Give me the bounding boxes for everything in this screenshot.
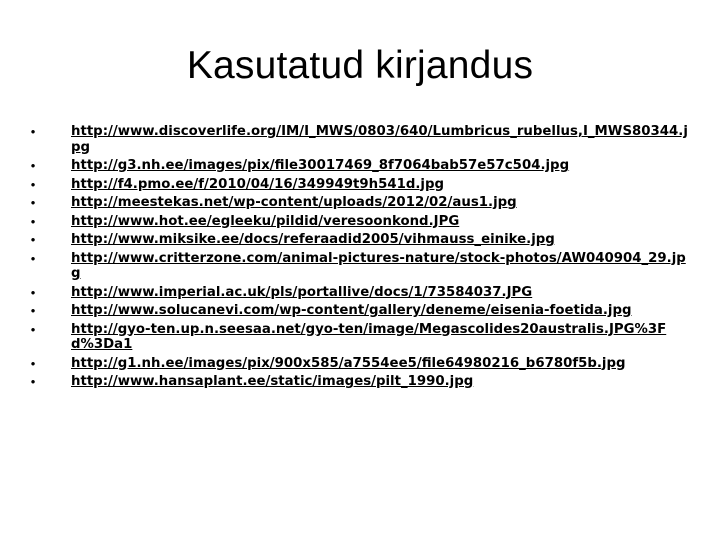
slide-title: Kasutatud kirjandus [186,44,534,87]
list-item [28,303,688,319]
list-item [28,285,688,301]
list-item [28,158,688,174]
reference-link[interactable]: http://gyo-ten.up.n.seesaa.net/gyo-ten/image/Megascolides20australis.JPG%3Fd%3Da1 [71,321,667,352]
bullet-icon: • [30,195,36,210]
list-item [28,195,688,211]
bullet-icon: • [30,374,36,389]
list-item [28,356,688,372]
reference-link[interactable]: http://meestekas.net/wp-content/uploads/2012/02/aus1.jpg [71,195,517,210]
bullet-icon: • [30,284,36,300]
list-item [28,214,688,230]
bullet-icon: • [30,176,36,192]
bullet-icon: • [30,355,36,371]
reference-link[interactable]: http://www.discoverlife.org/IM/I_MWS/0803/640/Lumbricus_rubellus,I_MWS80344.jpg [71,124,688,155]
reference-link[interactable]: http://www.hansaplant.ee/static/images/pilt_1990.jpg [71,374,474,389]
reference-link[interactable]: http://www.critterzone.com/animal-pictures-nature/stock-photos/AW040904_29.jpg [71,250,686,281]
bullet-icon: • [30,232,36,247]
reference-link[interactable]: http://www.solucanevi.com/wp-content/gallery/deneme/eisenia-foetida.jpg [71,303,632,318]
reference-link[interactable]: http://www.hot.ee/egleeku/pildid/veresoonkond.JPG [71,213,460,229]
list-item [28,251,688,282]
reference-link[interactable]: http://www.miksike.ee/docs/referaadid2005/vihmauss_einike.jpg [71,232,555,247]
bullet-icon: • [30,124,36,139]
bullet-icon: • [30,213,36,229]
list-item [28,374,688,390]
reference-link[interactable]: http://g1.nh.ee/images/pix/900x585/a7554ee5/file64980216_b6780f5b.jpg [71,355,626,371]
list-item [28,124,688,155]
bullet-icon: • [30,321,36,337]
list-item [28,232,688,248]
bullet-icon: • [30,250,36,266]
reference-link[interactable]: http://g3.nh.ee/images/pix/file30017469_8f7064bab57e57c504.jpg [71,158,570,173]
list-item [28,322,688,353]
reference-list [28,124,688,393]
bullet-icon: • [30,158,36,173]
list-item [28,177,688,193]
reference-link[interactable]: http://www.imperial.ac.uk/pls/portallive/docs/1/73584037.JPG [71,284,533,300]
reference-link[interactable]: http://f4.pmo.ee/f/2010/04/16/349949t9h541d.jpg [71,176,445,192]
bullet-icon: • [30,303,36,318]
